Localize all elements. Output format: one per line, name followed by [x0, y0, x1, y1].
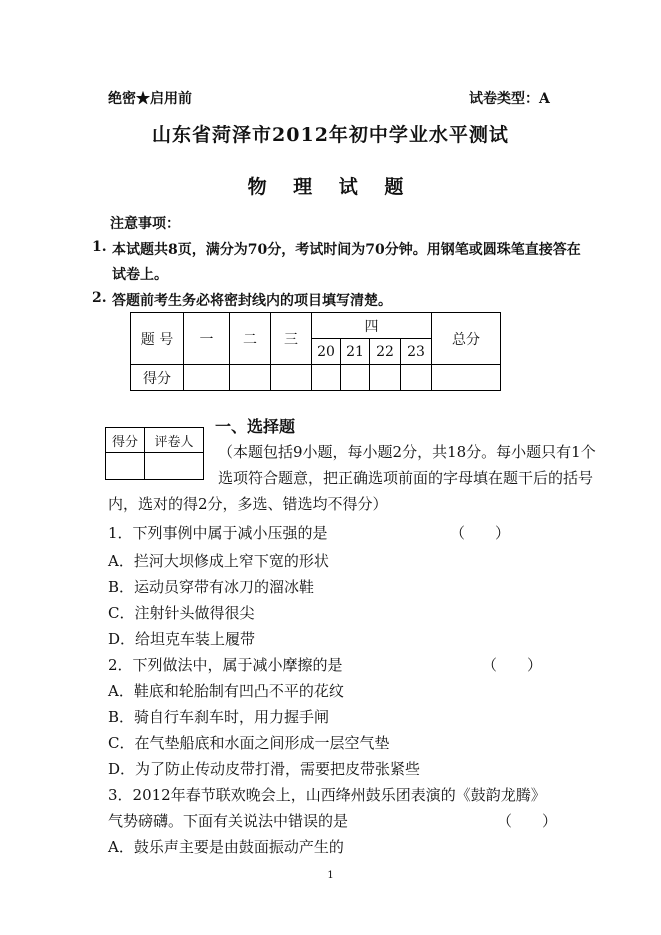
exam-subtitle: 物 理 试 题 [247, 176, 414, 198]
grader-name-cell[interactable] [145, 453, 204, 480]
score-table-col: 四 [312, 313, 432, 339]
score-cell[interactable] [432, 365, 501, 391]
option: B．骑自行车刹车时，用力握手闸 [108, 708, 330, 726]
notice-item-text: 答题前考生务必将密封线内的项目填写清楚。 [112, 293, 392, 309]
notice-item-number: 2. [92, 290, 107, 306]
option: D．给坦克车装上履带 [108, 630, 256, 648]
option: A．鼓乐声主要是由鼓面振动产生的 [108, 838, 344, 856]
grader-score-label: 得分 [106, 428, 145, 453]
notice-item-text: 试卷上。 [112, 267, 168, 283]
section-intro: 选项符合题意，把正确选项前面的字母填在题干后的括号 [218, 469, 594, 487]
grader-score-cell[interactable] [106, 453, 145, 480]
option: A．鞋底和轮胎制有凹凸不平的花纹 [108, 682, 344, 700]
exam-title: 山东省菏泽市2012年初中学业水平测试 [152, 124, 509, 146]
score-table-number-label: 题 号 [131, 313, 184, 365]
score-table-score-label: 得分 [131, 365, 184, 391]
score-cell[interactable] [271, 365, 312, 391]
option: C．在气垫船底和水面之间形成一层空气垫 [108, 734, 390, 752]
score-cell[interactable] [401, 365, 432, 391]
section-intro: （本题包括9小题，每小题2分，共18分。每小题只有1个 [218, 443, 596, 461]
score-table-col: 二 [230, 313, 271, 365]
score-table-sub: 23 [401, 339, 432, 365]
option: C．注射针头做得很尖 [108, 604, 255, 622]
question-stem: 3．2012年春节联欢晚会上，山西绛州鼓乐团表演的《鼓韵龙腾》 [108, 786, 546, 804]
score-cell[interactable] [312, 365, 341, 391]
section-intro: 内，选对的得2分，多选、错选均不得分） [108, 495, 388, 513]
score-table-sub: 20 [312, 339, 341, 365]
question-stem: 气势磅礴。下面有关说法中错误的是 [108, 812, 349, 830]
question-stem: 1．下列事例中属于减小压强的是 [108, 524, 328, 542]
score-table-total: 总分 [432, 313, 501, 365]
question-stem: 2．下列做法中，属于减小摩擦的是 [108, 656, 343, 674]
score-table-col: 一 [184, 313, 230, 365]
paper-type-label: 试卷类型：A [469, 91, 550, 107]
score-cell[interactable] [370, 365, 401, 391]
grader-name-label: 评卷人 [145, 428, 204, 453]
answer-paren[interactable]: （ ） [497, 812, 558, 830]
answer-paren[interactable]: （ ） [450, 524, 511, 542]
secret-label: 绝密★启用前 [108, 91, 192, 107]
answer-paren[interactable]: （ ） [482, 656, 543, 674]
notice-item-number: 1. [92, 239, 107, 255]
grader-table [105, 427, 204, 480]
score-cell[interactable] [184, 365, 230, 391]
score-table-sub: 22 [370, 339, 401, 365]
score-cell[interactable] [230, 365, 271, 391]
score-table-col: 三 [271, 313, 312, 365]
option: B．运动员穿带有冰刀的溜冰鞋 [108, 578, 315, 596]
notice-item-text: 本试题共8页，满分为70分，考试时间为70分钟。用钢笔或圆珠笔直接答在 [112, 242, 581, 258]
option: D．为了防止传动皮带打滑，需要把皮带张紧些 [108, 760, 421, 778]
score-table-sub: 21 [341, 339, 370, 365]
score-cell[interactable] [341, 365, 370, 391]
section-heading: 一、选择题 [215, 417, 296, 436]
score-table [130, 312, 501, 391]
page-number: 1 [327, 870, 334, 881]
notice-heading: 注意事项： [110, 216, 180, 232]
option: A．拦河大坝修成上窄下宽的形状 [108, 552, 329, 570]
